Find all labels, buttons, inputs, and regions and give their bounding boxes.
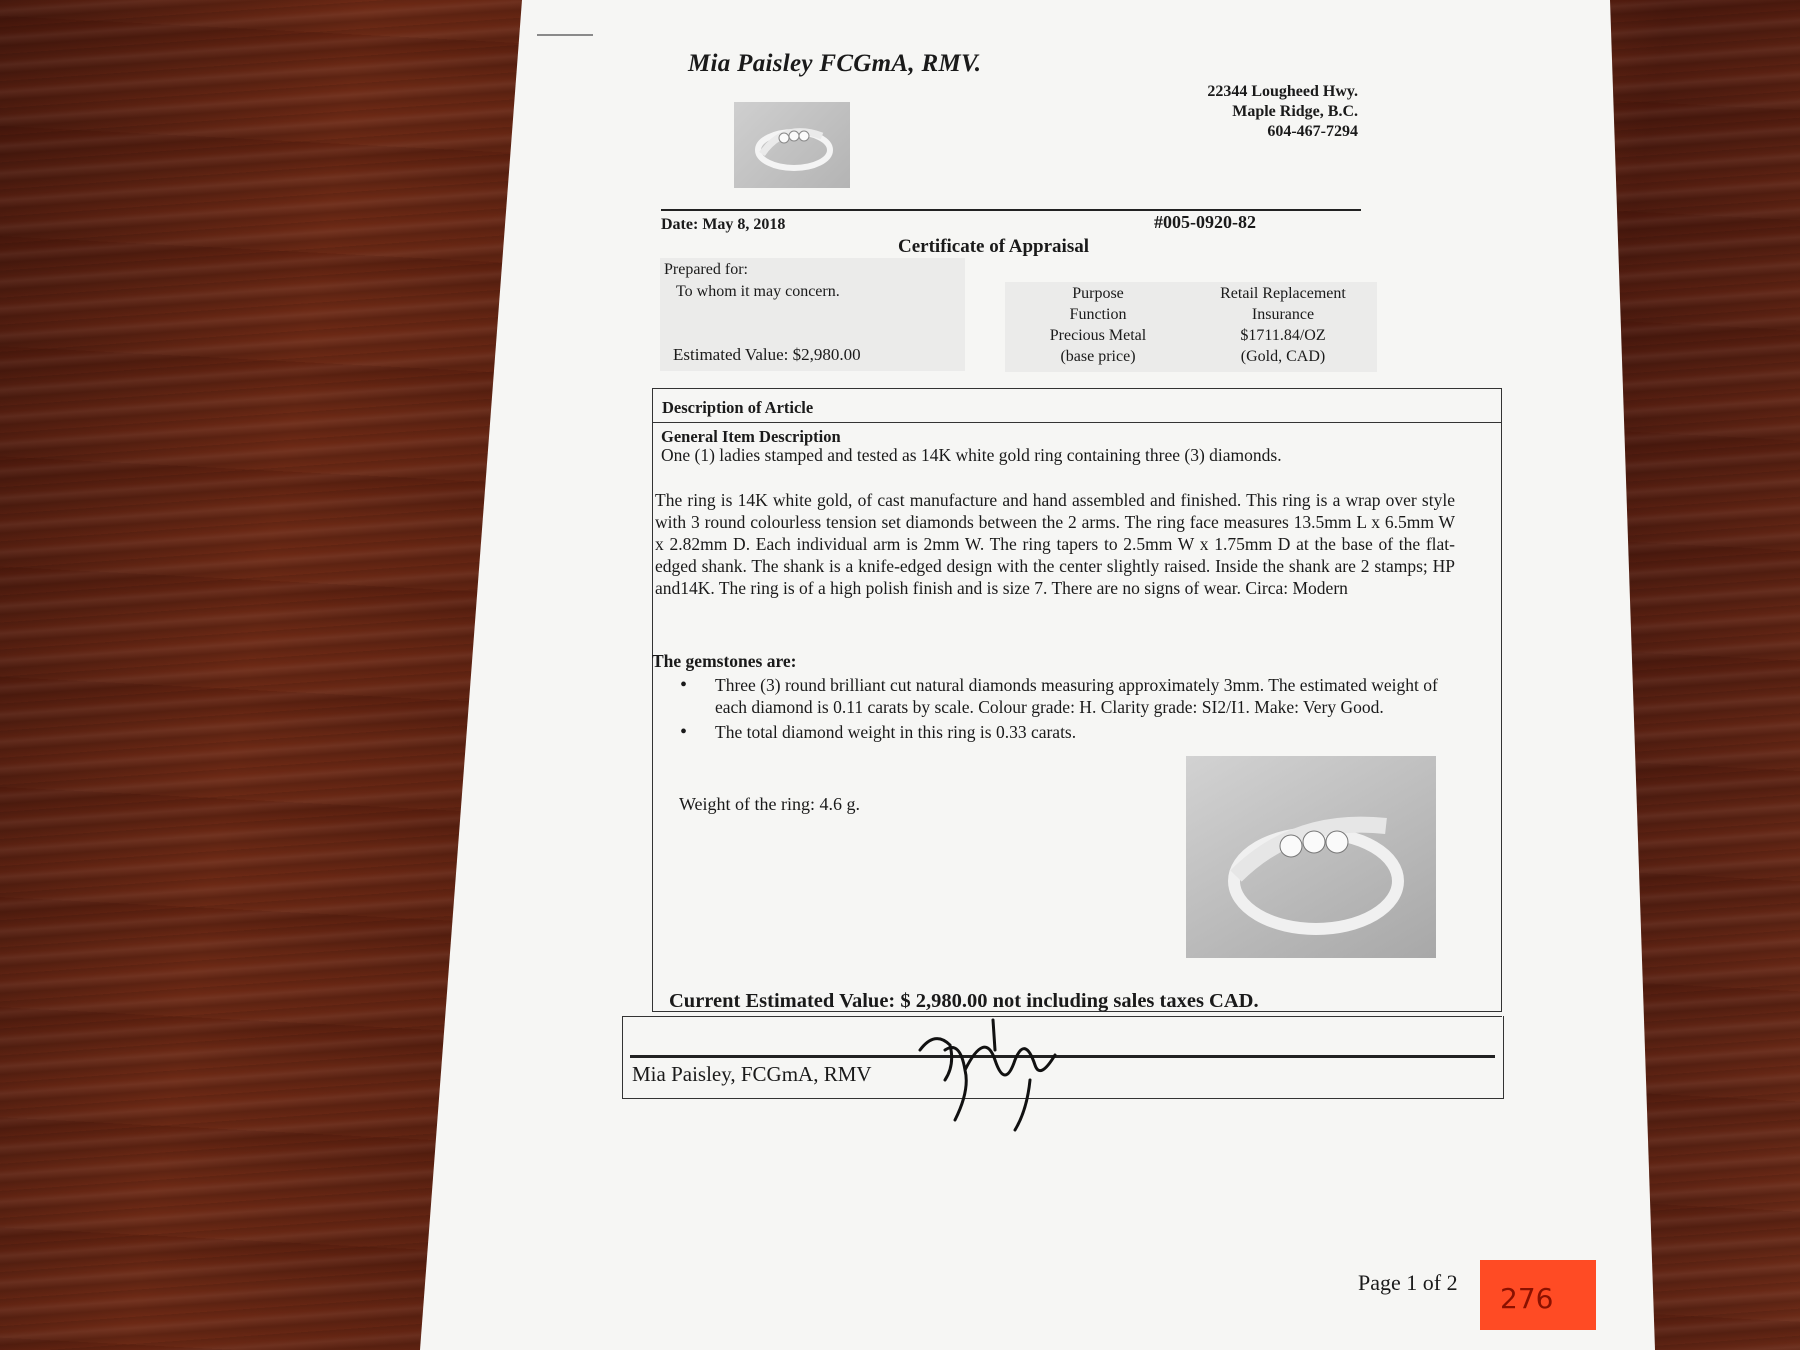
address-city: Maple Ridge, B.C. [1232,103,1358,120]
appraiser-address [1207,82,1358,142]
metal-price-value: $1711.84/OZ [1240,327,1326,344]
precious-metal-label: Precious Metal [1049,327,1147,344]
purpose-value: Retail Replacement [1220,285,1346,302]
metal-currency-value: (Gold, CAD) [1240,348,1326,365]
header-rule [661,209,1361,211]
certificate-number: #005-0920-82 [1154,212,1256,232]
list-item: • The total diamond weight in this ring is 0.33 carats. [660,721,1440,743]
current-estimated-value: Current Estimated Value: $ 2,980.00 not including sales taxes CAD. [669,990,1259,1012]
document-title: Certificate of Appraisal [898,236,1090,257]
function-value: Insurance [1251,306,1315,323]
list-item: • Three (3) round brilliant cut natural diamonds measuring approximately 3mm. The estimated weight of each diamond is 0.11 carats by scale. Colour grade: H. Clarity grade: SI2/I1. Make: Very Good. [660,674,1440,718]
description-heading: Description of Article [662,398,814,417]
purpose-labels [1028,283,1168,367]
appraisal-date: Date: May 8, 2018 [661,216,786,233]
prepared-for-recipient: To whom it may concern. [676,283,840,300]
gemstone-list [660,674,1440,746]
ring-weight: Weight of the ring: 4.6 g. [679,794,861,814]
prepared-for-label: Prepared for: [664,261,748,278]
handwritten-signature [915,1010,1075,1140]
gemstones-heading: The gemstones are: [652,651,797,671]
staple-mark [537,34,593,36]
description-divider [652,422,1502,423]
address-line: 22344 Lougheed Hwy. [1207,83,1358,100]
page-number: Page 1 of 2 [1358,1270,1458,1295]
signatory-name: Mia Paisley, FCGmA, RMV [632,1062,872,1086]
base-price-label: (base price) [1060,348,1136,365]
general-item-heading: General Item Description [661,427,841,446]
ring-photo [1186,756,1436,958]
ring-thumbnail-image [734,102,850,188]
phone-number: 604-467-7294 [1267,123,1358,140]
function-label: Function [1069,306,1127,323]
general-item-text: One (1) ladies stamped and tested as 14K white gold ring containing three (3) diamonds. [661,445,1282,465]
estimated-value: Estimated Value: $2,980.00 [673,345,861,364]
purpose-label: Purpose [1072,285,1124,302]
purpose-values [1188,283,1378,367]
ring-description: The ring is 14K white gold, of cast manufacture and hand assembled and finished. This ring is a wrap over style with 3 round colourless tension set diamonds between the 2 arms. The ring face measures 13.5mm L x 6.5mm W x 2.82mm D. Each individual arm is 2mm W. The ring tapers to 2.5mm W x 1.75mm D at the base of the flat-edged shank. The shank is a knife-edged design with the center slightly raised. Inside the shank are 2 stamps; HP and14K. The ring is of a high polish finish and is size 7. There are no signs of wear. Circa: Modern [655,490,1455,598]
sticker-number: 276 [1500,1282,1554,1315]
appraiser-name-header: Mia Paisley FCGmA, RMV. [688,50,982,77]
